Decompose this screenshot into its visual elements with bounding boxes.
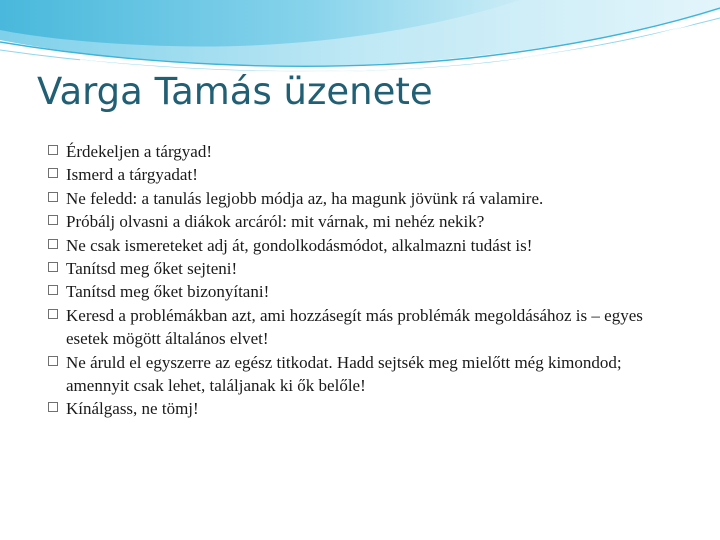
square-bullet-icon (48, 402, 58, 412)
bullet-list (48, 140, 684, 421)
bullet-text: Ne csak ismereteket adj át, gondolkodásmódot, alkalmazni tudást is! (66, 235, 533, 255)
square-bullet-icon (48, 215, 58, 225)
bullet-text: Tanítsd meg őket bizonyítani! (66, 282, 270, 302)
square-bullet-icon (48, 262, 58, 272)
bullet-text: Kínálgass, ne tömj! (66, 399, 199, 419)
list-item (48, 280, 684, 303)
bullet-text: Keresd a problémákban azt, ami hozzásegít más problémák megoldásához is – egyes esetek mögött általános elvet! (66, 305, 643, 349)
bullet-text: Tanítsd meg őket sejteni! (66, 259, 238, 279)
list-item (48, 163, 684, 186)
list-item (48, 257, 684, 280)
list-item (48, 187, 684, 210)
bullet-text: Próbálj olvasni a diákok arcáról: mit várnak, mi nehéz nekik? (66, 212, 485, 232)
square-bullet-icon (48, 309, 58, 319)
square-bullet-icon (48, 145, 58, 155)
list-item (48, 234, 684, 257)
list-item (48, 397, 684, 420)
square-bullet-icon (48, 168, 58, 178)
list-item (48, 304, 684, 351)
list-item (48, 351, 684, 398)
square-bullet-icon (48, 356, 58, 366)
list-item (48, 140, 684, 163)
bullet-text: Ne feledd: a tanulás legjobb módja az, ha magunk jövünk rá valamire. (66, 188, 544, 208)
list-item (48, 210, 684, 233)
square-bullet-icon (48, 239, 58, 249)
slide-title: Varga Tamás üzenete (37, 70, 433, 113)
bullet-text: Ismerd a tárgyadat! (66, 165, 198, 185)
square-bullet-icon (48, 192, 58, 202)
header-wave-decoration (0, 0, 720, 80)
bullet-text: Ne áruld el egyszerre az egész titkodat. Hadd sejtsék meg mielőtt még kimondod; amennyit csak lehet, találjanak ki ők belőle! (66, 352, 622, 396)
bullet-text: Érdekeljen a tárgyad! (66, 142, 213, 161)
square-bullet-icon (48, 285, 58, 295)
